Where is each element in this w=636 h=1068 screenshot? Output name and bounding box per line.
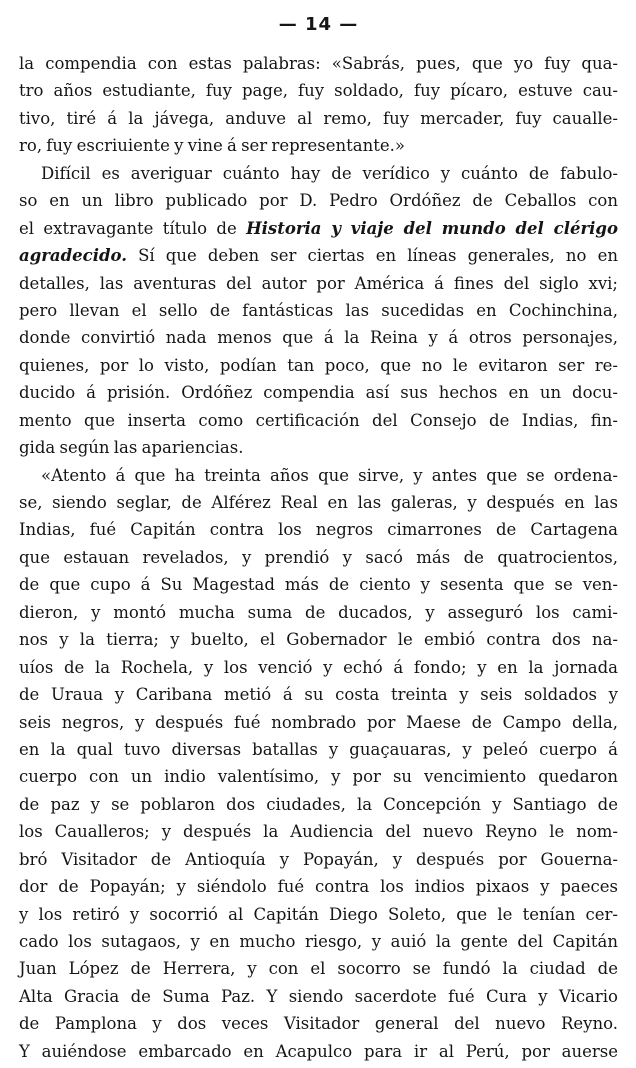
text-line	[19, 215, 618, 242]
text-line: de Uraua y Caribana metió á su costa treinta y seis soldados y	[19, 685, 618, 705]
text-line: de paz y se poblaron dos ciudades, la Concepción y Santiago de	[19, 794, 618, 814]
text-line: la compendia con estas palabras: «Sabrás, pues, que yo fuy qua-	[19, 54, 618, 73]
text-line: dieron, y montó mucha suma de ducados, y asseguró los cami-	[19, 602, 618, 622]
text-line: nos y la tierra; y buelto, el Gobernador le embió contra dos na-	[19, 630, 618, 650]
book-title-part-1: Historia y viaje del mundo del clérigo	[246, 218, 618, 238]
text-line: cuerpo con un indio valentísimo, y por su vencimiento quedaron	[19, 767, 618, 787]
body-text	[19, 50, 618, 1065]
text-line: detalles, las aventuras del autor por América á fines del siglo xvi;	[19, 273, 618, 293]
text-segment: el extravagante título de	[19, 218, 237, 238]
text-line: y los retiró y socorrió al Capitán Diego Soleto, que le tenían cer-	[19, 904, 618, 924]
text-line: ducido á prisión. Ordóñez compendia así sus hechos en un docu-	[19, 383, 618, 403]
text-line: se, siendo seglar, de Alférez Real en las galeras, y después en las	[19, 493, 618, 512]
text-line: quienes, por lo visto, podían tan poco, que no le evitaron ser re-	[19, 355, 618, 375]
text-line: «Atento á que ha treinta años que sirve, y antes que se ordena-	[41, 465, 618, 485]
text-line: so en un libro publicado por D. Pedro Ordóñez de Ceballos con	[19, 191, 618, 211]
text-line: gida según las apariencias.	[19, 438, 244, 458]
text-line: bró Visitador de Antioquía y Popayán, y después por Gouerna-	[19, 849, 618, 869]
text-line	[19, 242, 618, 269]
text-line: Indias, fué Capitán contra los negros cimarrones de Cartagena	[19, 520, 618, 540]
text-line: en la qual tuvo diversas batallas y guaçauaras, y peleó cuerpo á	[19, 739, 618, 759]
text-segment: Sí que deben ser ciertas en líneas generales, no en	[138, 246, 618, 266]
text-line: seis negros, y después fué nombrado por Maese de Campo della,	[19, 712, 618, 732]
text-line: tro años estudiante, fuy page, fuy soldado, fuy pícaro, estuve cau-	[19, 81, 618, 101]
text-line: de que cupo á Su Magestad más de ciento y sesenta que se ven-	[19, 575, 618, 595]
text-line: pero llevan el sello de fantásticas las sucedidas en Cochinchina,	[19, 300, 618, 320]
text-line: Juan López de Herrera, y con el socorro se fundó la ciudad de	[19, 959, 618, 979]
page-number: — 14 —	[278, 14, 359, 35]
text-line: Y auiéndose embarcado en Acapulco para ir al Perú, por auerse	[19, 1041, 618, 1061]
text-line: Alta Gracia de Suma Paz. Y siendo sacerdote fué Cura y Vicario	[19, 986, 618, 1006]
text-line: uíos de la Rochela, y los venció y echó á fondo; y en la jornada	[19, 657, 618, 677]
text-line: los Caualleros; y después la Audiencia del nuevo Reyno le nom-	[19, 822, 618, 842]
book-title-part-2: agradecido.	[19, 246, 127, 266]
text-line: donde convirtió nada menos que á la Reina y á otros personajes,	[19, 328, 618, 348]
text-line: que estauan revelados, y prendió y sacó más de quatrocientos,	[19, 547, 618, 567]
text-line: de Pamplona y dos veces Visitador general del nuevo Reyno.	[19, 1014, 618, 1034]
text-line: cado los sutagaos, y en mucho riesgo, y auió la gente del Capitán	[19, 932, 618, 951]
text-line: tivo, tiré á la jávega, anduve al remo, fuy mercader, fuy caualle-	[19, 108, 618, 128]
text-line: dor de Popayán; y siéndolo fué contra los indios pixaos y paeces	[19, 877, 618, 897]
text-line: mento que inserta como certificación del Consejo de Indias, fin-	[19, 410, 618, 430]
text-line: ro, fuy escriuiente y vine á ser representante.»	[19, 136, 405, 156]
text-line: Difícil es averiguar cuánto hay de verídico y cuánto de fabulo-	[41, 163, 618, 183]
